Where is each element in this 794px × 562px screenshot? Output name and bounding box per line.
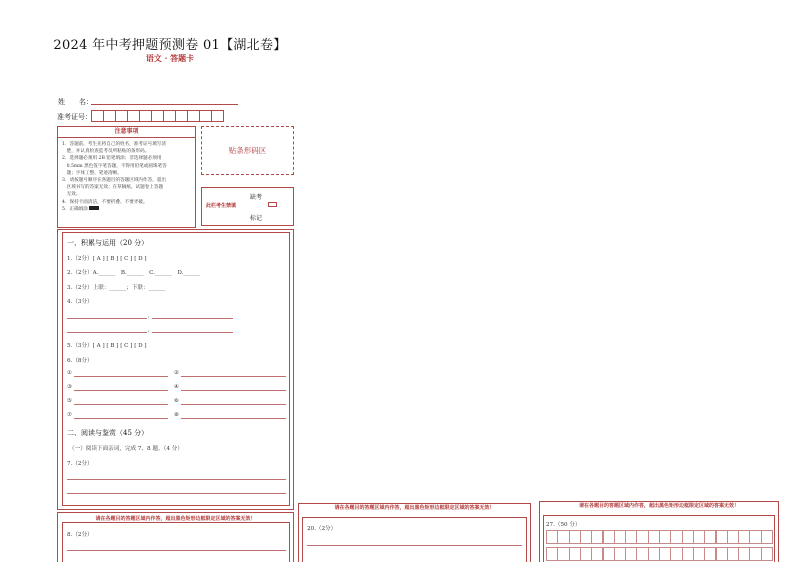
circled-8: ⑧ (174, 412, 180, 418)
notes-item: 区域书写的答案无效；在草稿纸、试题卷上答题 (62, 185, 164, 191)
essay-grid[interactable] (546, 530, 772, 562)
notes-item: 2．选择题必须用 2B 铅笔填涂；非选择题必须用 (62, 156, 162, 162)
circled-3: ③ (67, 384, 73, 390)
q6-answer-line[interactable] (181, 418, 286, 419)
warning-text: 请在各题目的答题区域内作答，超出黑色矩形边框限定区域的答案无效！ (334, 505, 495, 511)
notes-item: 楚，并认真检查监考员所粘贴的条形码。 (62, 149, 150, 155)
q6-answer-line[interactable] (181, 376, 286, 377)
q4-answer-line[interactable] (152, 318, 233, 319)
exam-no-cell[interactable] (211, 110, 224, 122)
q27-label: 27.（50 分） (546, 522, 581, 528)
q4-answer-line[interactable] (152, 332, 233, 333)
q6-answer-line[interactable] (74, 404, 168, 405)
comma: , (148, 327, 150, 333)
essay-grid-cell[interactable] (761, 530, 773, 544)
absent-bottom-label: 标记 (250, 215, 263, 222)
part2-title: 二、阅读与鉴赏（45 分） (67, 429, 149, 437)
q4-label: 4.（3分） (67, 299, 93, 305)
barcode-label: 贴条形码区 (228, 146, 267, 155)
name-field[interactable] (91, 104, 238, 105)
q1-choices[interactable]: 1.（2分）[ A ] [ B ] [ C ] [ D ] (67, 256, 147, 262)
q6-answer-line[interactable] (74, 390, 168, 391)
q7-label: 7.（2分） (67, 461, 93, 467)
notes-body (58, 138, 195, 216)
notes-box (57, 126, 196, 228)
circled-4: ④ (174, 384, 180, 390)
q8-answer-line[interactable] (67, 550, 286, 551)
notes-title: 注意事项 (58, 127, 195, 138)
page-subtitle: 语文 · 答题卡 (145, 53, 195, 63)
notes-item: 1．答题前，考生先将自己的姓名，准考证号填写清 (62, 142, 166, 147)
circled-6: ⑥ (174, 398, 180, 404)
part1-title: 一、积累与运用（20 分） (67, 239, 149, 247)
exam-no-boxes[interactable] (91, 110, 223, 122)
absent-mark-box (201, 187, 294, 226)
absent-checkbox[interactable] (268, 202, 277, 207)
q2-line[interactable]: 2.（2分）A.______ B.______ C.______ D.______ (67, 270, 201, 276)
page-title: 2024 年中考押题预测卷 01【湖北卷】 (53, 38, 287, 53)
warning-text: 请在各题目的答题区域内作答，超出黑色矩形边框限定区域的答案无效！ (578, 503, 739, 509)
q3-line[interactable]: 3.（2分）上联：______；下联：______ (67, 285, 166, 291)
q6-answer-line[interactable] (74, 418, 168, 419)
notes-item: 0.5mm 黑色签字笔答题，不得用铅笔或圆珠笔答 (62, 163, 167, 169)
notes-item: 题；字体工整、笔迹清晰。 (62, 170, 122, 176)
notes-item: 无效。 (62, 192, 81, 198)
circled-7: ⑦ (67, 412, 73, 418)
essay-grid-cell[interactable] (761, 547, 773, 561)
notes-item: 4．保持卡面清洁，不要折叠、不要弄破。 (62, 199, 148, 205)
comma: , (148, 313, 150, 319)
absent-left-label: 此栏考生禁填 (206, 203, 237, 209)
q20-label: 20.（2分） (307, 526, 337, 532)
q20-answer-line[interactable] (307, 545, 522, 546)
name-label: 姓 名： (58, 98, 93, 106)
circled-1: ① (67, 370, 73, 376)
q5-choices[interactable]: 5.（3分）[ A ] [ B ] [ C ] [ D ] (67, 343, 147, 349)
filled-example-icon (89, 206, 99, 210)
circled-5: ⑤ (67, 398, 73, 404)
answer-area-2 (62, 522, 290, 562)
q7-answer-line[interactable] (67, 479, 286, 480)
absent-top-label: 缺考 (250, 194, 263, 201)
q6-label: 6.（8分） (67, 358, 93, 364)
circled-2: ② (174, 370, 180, 376)
barcode-area (201, 126, 294, 175)
q6-answer-line[interactable] (181, 404, 286, 405)
q4-answer-line[interactable] (67, 318, 147, 319)
q4-answer-line[interactable] (67, 332, 147, 333)
part2-sub1: （一）阅读下面亲词，完成 7、8 题。（4 分） (69, 446, 183, 452)
notes-item: 3．请按题号顺序在各题目的答题区域内作答，超出 (62, 178, 166, 184)
q6-answer-line[interactable] (181, 390, 286, 391)
warning-text: 请在各题目的答题区域内作答，超出黑色矩形边框限定区域的答案无效！ (95, 516, 256, 522)
q8-label: 8.（2分） (67, 532, 93, 538)
exam-no-label: 准考证号： (57, 113, 92, 121)
q7-answer-line[interactable] (67, 493, 286, 494)
q6-answer-line[interactable] (74, 376, 168, 377)
notes-item: 5．正确填涂 (62, 206, 191, 213)
